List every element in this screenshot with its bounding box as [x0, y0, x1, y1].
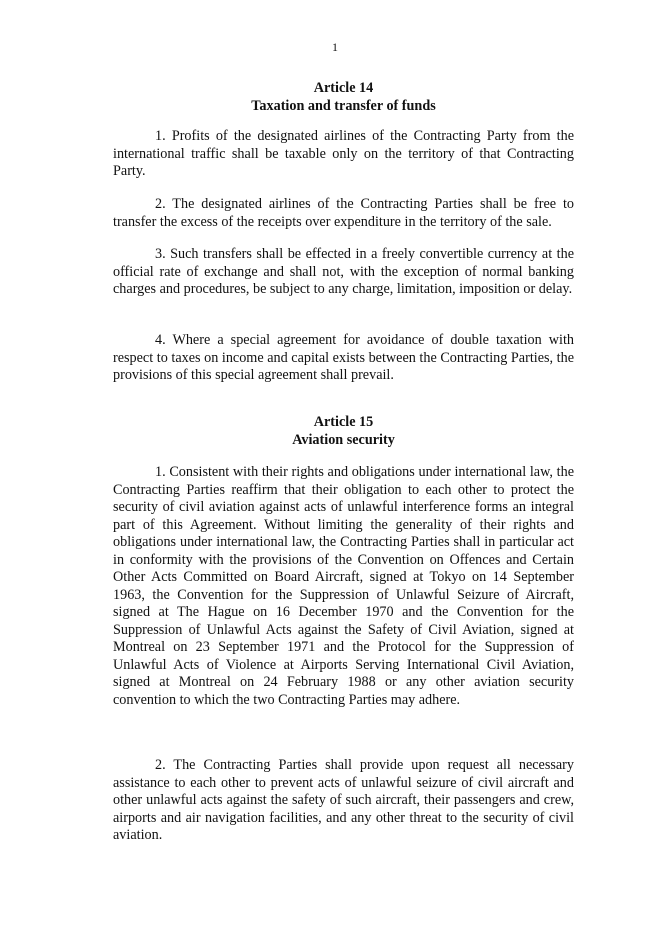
- article-14-paragraph-4: 4. Where a special agreement for avoidance of double taxation with respect to taxes on income and capital exists between the Contracting Parties, the provisions of this special agreement shall prevail.: [113, 332, 574, 383]
- article-14-heading: [113, 80, 574, 115]
- article-14-paragraph-3: 3. Such transfers shall be effected in a freely convertible currency at the official rate of exchange and shall not, with the exception of normal banking charges and procedures, be subject to any charge, limitation, imposition or delay.: [113, 246, 574, 297]
- page-number: 1: [332, 40, 338, 54]
- article-15-heading: [113, 414, 574, 449]
- article-title: Taxation and transfer of funds: [251, 97, 436, 114]
- article-15-paragraph-1: 1. Consistent with their rights and obligations under international law, the Contracting Parties reaffirm that their obligation to each other to protect the security of civil aviation against acts of unlawful interference forms an integral part of this Agreement. Without limiting the generality of their rights and obligations under international law, the Contracting Parties shall in particular act in conformity with the provisions of the Convention on Offences and Certain Other Acts Committed on Board Aircraft, signed at Tokyo on 14 September 1963, the Convention for the Suppression of Unlawful Seizure of Aircraft, signed at The Hague on 16 December 1970 and the Convention for the Suppression of Unlawful Acts against the Safety of Civil Aviation, signed at Montreal on 23 September 1971 and the Protocol for the Suppression of Unlawful Acts of Violence at Airports Serving International Civil Aviation, signed at Montreal on 24 February 1988 or any other aviation security convention to which the two Contracting Parties may adhere.: [113, 464, 574, 708]
- article-number: Article 14: [313, 80, 374, 96]
- article-14-paragraph-1: 1. Profits of the designated airlines of the Contracting Party from the international traffic shall be taxable only on the territory of that Contracting Party.: [113, 128, 574, 179]
- article-title: Aviation security: [292, 431, 395, 448]
- article-15-paragraph-2: 2. The Contracting Parties shall provide upon request all necessary assistance to each other to prevent acts of unlawful seizure of civil aircraft and other unlawful acts against the safety of such aircraft, their passengers and crew, airports and air navigation facilities, and any other threat to the security of civil aviation.: [113, 757, 574, 843]
- article-14-paragraph-2: 2. The designated airlines of the Contracting Parties shall be free to transfer the excess of the receipts over expenditure in the territory of the sale.: [113, 196, 574, 230]
- article-number: Article 15: [313, 414, 374, 430]
